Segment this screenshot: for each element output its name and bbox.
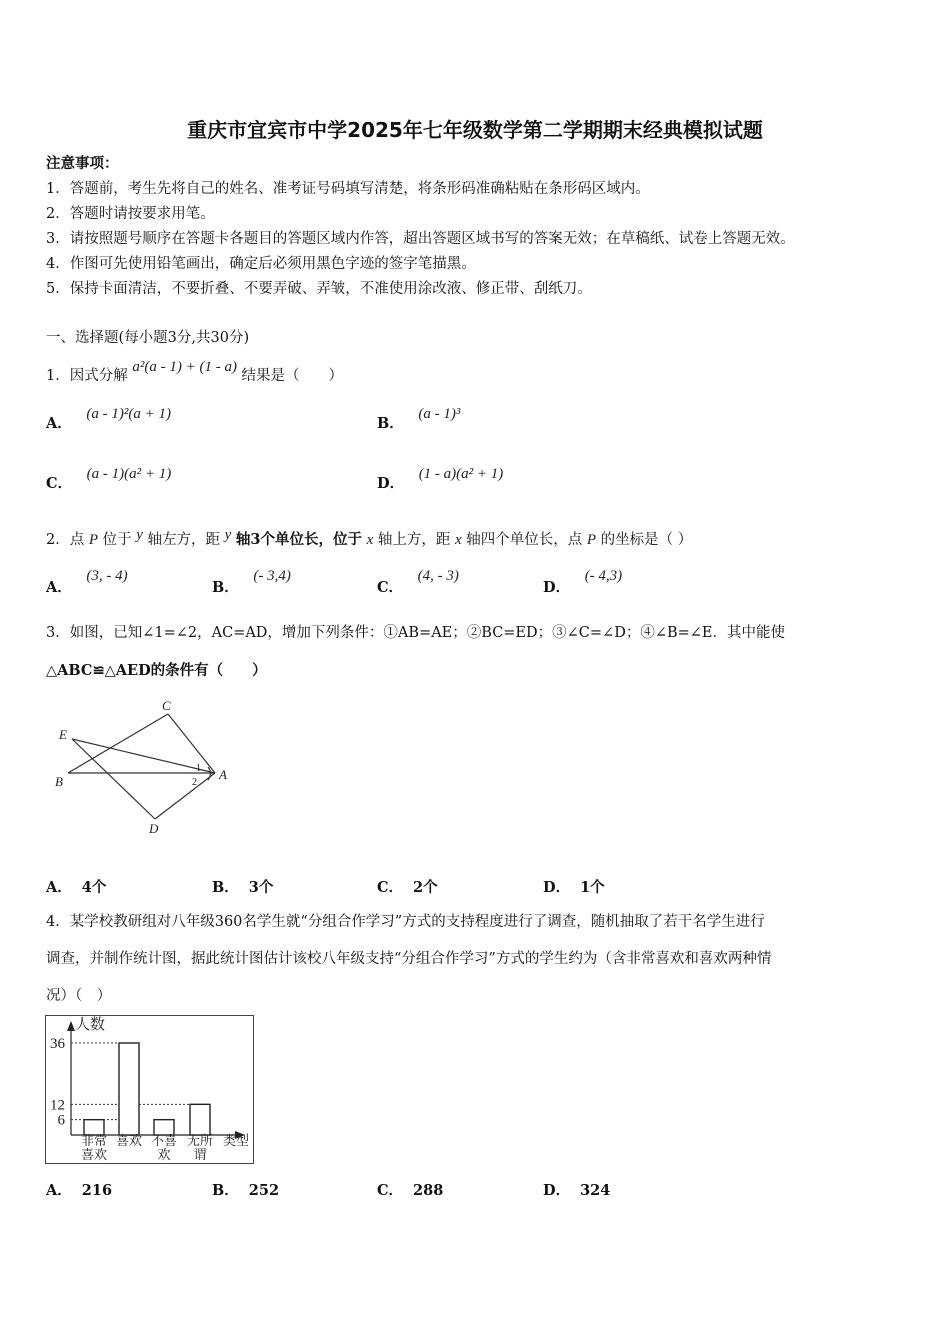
y-tick-label: 6 bbox=[57, 1112, 65, 1129]
q2-text: 轴3个单位长，位于 bbox=[235, 531, 362, 548]
q4-line-2: 调查，并制作统计图，据此统计图估计该校八年级支持“分组合作学习”方式的学生约为（含非常喜欢和喜欢两种情 bbox=[46, 951, 772, 967]
option-label: B． bbox=[377, 415, 404, 432]
x-axis-label: 类型 bbox=[223, 1134, 250, 1149]
q4-line-3: 况）（ ） bbox=[46, 988, 112, 1004]
q1-prefix: 1．因式分解 bbox=[46, 368, 128, 384]
q2-option-d[interactable] bbox=[543, 568, 623, 597]
option-text: 252 bbox=[248, 1182, 280, 1199]
option-label: A． bbox=[46, 579, 72, 596]
option-label: C． bbox=[377, 579, 404, 596]
q4-option-a[interactable] bbox=[46, 1179, 112, 1200]
option-label: C． bbox=[377, 1182, 404, 1199]
segment-ea bbox=[72, 739, 215, 773]
option-text: 1个 bbox=[580, 879, 605, 896]
option-label: C． bbox=[377, 879, 404, 896]
q2-text: 轴左方，距 bbox=[147, 532, 221, 548]
vertex-b: B bbox=[55, 774, 63, 789]
option-text: 4个 bbox=[81, 879, 107, 896]
q2-option-b[interactable] bbox=[212, 568, 291, 597]
option-expr: (- 3,4) bbox=[253, 568, 291, 584]
question-2 bbox=[46, 528, 692, 549]
q3-option-a[interactable] bbox=[46, 876, 106, 897]
q1-option-a[interactable] bbox=[46, 406, 171, 433]
x-tick-label: 无所 bbox=[186, 1134, 214, 1149]
notice-item: 1．答题前，考生先将自己的姓名、准考证号码填写清楚，将条形码准确粘贴在条形码区域内。 bbox=[46, 181, 650, 197]
option-label: A． bbox=[46, 415, 72, 432]
segment-ed bbox=[72, 739, 155, 819]
q1-option-b[interactable] bbox=[377, 406, 461, 433]
y-axis-label: 人数 bbox=[75, 1015, 106, 1033]
q1-expression: a²(a - 1) + (1 - a) bbox=[132, 359, 237, 375]
notice-item: 5．保持卡面清洁，不要折叠、不要弄破、弄皱，不准使用涂改液、修正带、刮纸刀。 bbox=[46, 281, 592, 297]
bar-chart bbox=[45, 1015, 254, 1164]
notice-item: 2．答题时请按要求用笔。 bbox=[46, 206, 215, 222]
vertex-c: C bbox=[162, 698, 171, 713]
y-tick-label: 12 bbox=[50, 1097, 65, 1114]
q3-option-d[interactable] bbox=[543, 876, 605, 897]
option-label: D． bbox=[543, 579, 571, 596]
q3-line-1: 3．如图，已知∠1=∠2，AC=AD，增加下列条件：①AB=AE；②BC=ED；③∠C=∠D；④∠B=∠E．其中能使 bbox=[46, 625, 786, 641]
option-expr: (- 4,3) bbox=[584, 568, 623, 584]
q2-var: x bbox=[455, 532, 462, 548]
notice-heading: 注意事项： bbox=[46, 155, 119, 172]
x-tick-label: 非常 bbox=[80, 1134, 108, 1149]
angle-2-label: 2 bbox=[192, 777, 197, 788]
option-label: A． bbox=[46, 1182, 72, 1199]
q2-var: x bbox=[366, 532, 374, 548]
q4-option-c[interactable] bbox=[377, 1179, 443, 1200]
option-expr: (4, - 3) bbox=[417, 568, 459, 584]
option-text: 324 bbox=[580, 1182, 611, 1199]
segment-ca bbox=[168, 714, 215, 773]
option-label: A． bbox=[46, 879, 72, 896]
x-tick-label: 不喜 bbox=[150, 1134, 178, 1149]
x-tick-label: 谓 bbox=[193, 1148, 207, 1163]
segment-da bbox=[155, 773, 215, 819]
option-text: 216 bbox=[81, 1182, 113, 1199]
x-tick-label: 欢 bbox=[157, 1148, 171, 1163]
q1-suffix: 结果是（ ） bbox=[241, 368, 344, 384]
option-label: D． bbox=[543, 879, 571, 896]
vertex-a: A bbox=[219, 767, 227, 782]
bar-2 bbox=[154, 1120, 174, 1135]
option-label: C． bbox=[46, 475, 73, 492]
q2-text: 轴四个单位长，点 bbox=[466, 532, 583, 548]
q3-option-c[interactable] bbox=[377, 876, 438, 897]
question-1 bbox=[46, 359, 344, 385]
q3-option-b[interactable] bbox=[212, 876, 273, 897]
option-label: B． bbox=[212, 1182, 239, 1199]
notice-item: 4．作图可先使用铅笔画出，确定后必须用黑色字迹的签字笔描黑。 bbox=[46, 256, 476, 272]
triangle-figure bbox=[50, 695, 240, 840]
option-expr: (a - 1)³ bbox=[418, 406, 461, 422]
vertex-d: D bbox=[149, 821, 159, 836]
page-title: 重庆市宜宾市中学2025年七年级数学第二学期期末经典模拟试题 bbox=[187, 118, 763, 142]
q2-text: 的坐标是（ ） bbox=[600, 532, 693, 548]
option-text: 288 bbox=[413, 1182, 444, 1199]
q2-option-a[interactable] bbox=[46, 568, 128, 597]
option-label: D． bbox=[543, 1182, 571, 1199]
q2-text: 2．点 bbox=[46, 532, 85, 548]
x-tick-label: 喜欢 bbox=[115, 1134, 143, 1149]
angle-1-label: 1 bbox=[196, 763, 201, 774]
y-tick-label: 36 bbox=[50, 1036, 65, 1052]
q2-var: P bbox=[586, 532, 597, 548]
q4-option-b[interactable] bbox=[212, 1179, 279, 1200]
segment-cb bbox=[68, 714, 168, 773]
q4-option-d[interactable] bbox=[543, 1179, 610, 1200]
section-heading: 一、选择题(每小题3分,共30分) bbox=[46, 330, 250, 346]
q4-line-1: 4．某学校教研组对八年级360名学生就“分组合作学习”方式的支持程度进行了调查，随机抽取了若干名学生进行 bbox=[46, 914, 765, 930]
x-tick-label: 喜欢 bbox=[80, 1148, 108, 1163]
option-label: D． bbox=[377, 475, 405, 492]
q2-option-c[interactable] bbox=[377, 568, 459, 597]
q2-var: P bbox=[88, 532, 99, 548]
q2-text: 轴上方，距 bbox=[377, 532, 451, 548]
q2-text: 位于 bbox=[102, 532, 132, 548]
bar-0 bbox=[84, 1120, 104, 1135]
option-expr: (a - 1)²(a + 1) bbox=[86, 406, 171, 422]
option-label: B． bbox=[212, 579, 239, 596]
option-expr: (3, - 4) bbox=[86, 568, 128, 584]
notice-item: 3．请按照题号顺序在答题卡各题目的答题区域内作答，超出答题区域书写的答案无效；在草稿纸、试卷上答题无效。 bbox=[46, 231, 795, 247]
option-label: B． bbox=[212, 879, 239, 896]
vertex-e: E bbox=[59, 727, 67, 742]
option-expr: (a - 1)(a² + 1) bbox=[86, 466, 172, 482]
option-text: 2个 bbox=[413, 879, 438, 896]
q2-var: y bbox=[136, 527, 143, 543]
option-expr: (1 - a)(a² + 1) bbox=[418, 466, 504, 482]
q2-var: y bbox=[224, 527, 232, 543]
q1-option-d[interactable] bbox=[377, 466, 504, 493]
option-text: 3个 bbox=[248, 879, 274, 896]
bar-1 bbox=[119, 1043, 139, 1135]
bar-3 bbox=[190, 1104, 210, 1135]
q1-option-c[interactable] bbox=[46, 466, 172, 493]
q3-line-2: △ABC≌△AED的条件有（ ） bbox=[46, 662, 267, 679]
